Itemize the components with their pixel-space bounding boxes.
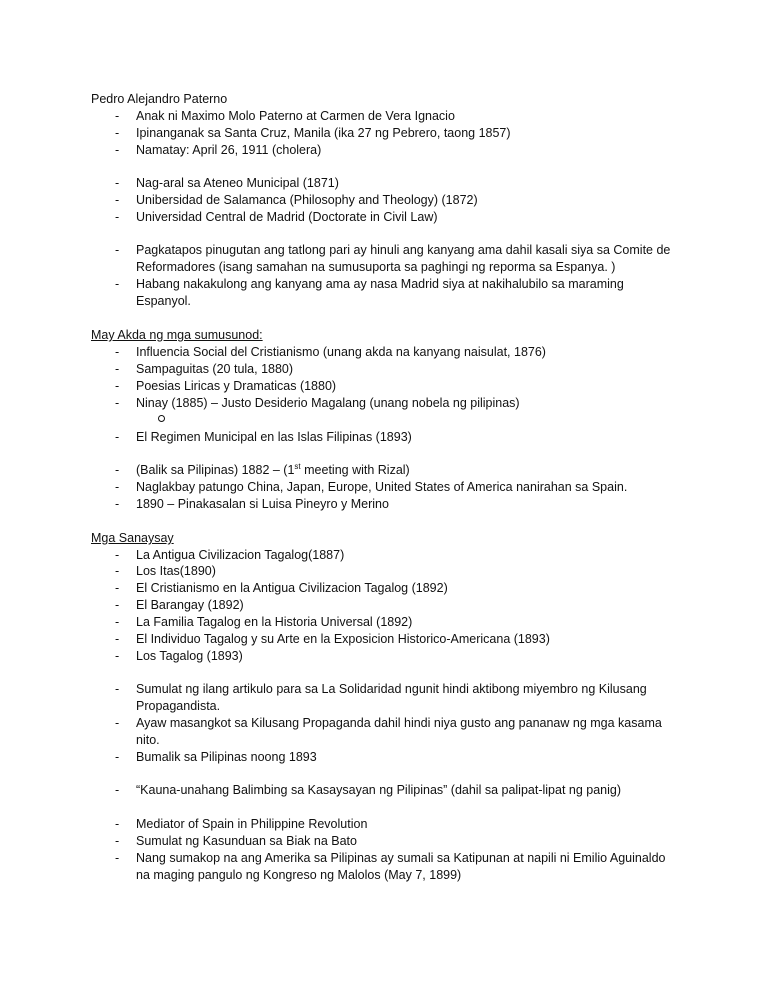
section-heading-works: May Akda ng mga sumusunod:: [91, 328, 263, 342]
section-heading-essays: Mga Sanaysay: [91, 531, 174, 545]
empty-sub-bullet-icon: [158, 415, 165, 422]
document-title: Pedro Alejandro Paterno: [91, 92, 228, 106]
document-page: Pedro Alejandro Paterno - Anak ni Maximo Molo Paterno at Carmen de Vera Ignacio - Ipinanganak sa Santa Cruz, Manila (ika 27 ng Pebrero, taong 1857) - Namatay: April 26, 1911 (cholera) - Nag-aral sa Ateneo Municipal (1871) - Unibersidad de Salamanca (Philosophy and Theology) (1872) - Universidad Central de Madrid (Doctorate in Civil Law) - Pagkatapos pinugutan ang tatlong pari ay hinuli ang kanyang ama dahil kasali siya sa Comite de Reformadores (isang samahan na sumusuporta sa paghingi ng reporma sa Espanya. ) - Habang nakakulong ang kanyang ama ay nasa Madrid siya at nakihalubilo sa maraming Espanyol. May Akda ng mga sumusunod: - Influencia Social del Cristianismo (unang akda na kanyang naisulat, 1876) - Sampaguitas (20 tula, 1880) - Poesias Liricas y Dramaticas (1880) - Ninay (1885) – Justo Desiderio Magalang (unang nobela ng pilipinas) - El Regimen Municipal en las Islas Filipinas (1893) - (Balik sa Pilipinas) 1882 – (1st meeting with Rizal) - Naglakbay patungo China, Japan, Europe, United States of America nanirahan sa Spain. - 1890 – Pinakasalan si Luisa Pineyro y Merino Mga Sanaysay - La Antigua Civilizacion Tagalog(1887) - Los Itas(1890) - El Cristianismo en la Antigua Civilizacion Tagalog (1892) - El Barangay (1892) - La Familia Tagalog en la Historia Universal (1892) - El Individuo Tagalog y su Arte en la Exposicion Historico-Americana (1893) - Los Tagalog (1893) - Sumulat ng ilang artikulo para sa La Solidaridad ngunit hindi aktibong miyembro ng Kilusang Propagandista. - Ayaw masangkot sa Kilusang Propaganda dahil hindi niya gusto ang pananaw ng mga kasama nito. - Bumalik sa Pilipinas noong 1893 - “Kauna-unahang Balimbing sa Kasaysayan ng Pilipinas” (dahil sa palipat-lipat ng panig) - Mediator of Spain in Philippine Revolution - Sumulat ng Kasunduan sa Biak na Bato - Nang sumakop na ang Amerika sa Pilipinas ay sumali sa Katipunan at napili ni Emilio Aguinaldo na maging pangulo ng Kongreso ng Malolos (May 7, 1899): [91, 92, 671, 882]
